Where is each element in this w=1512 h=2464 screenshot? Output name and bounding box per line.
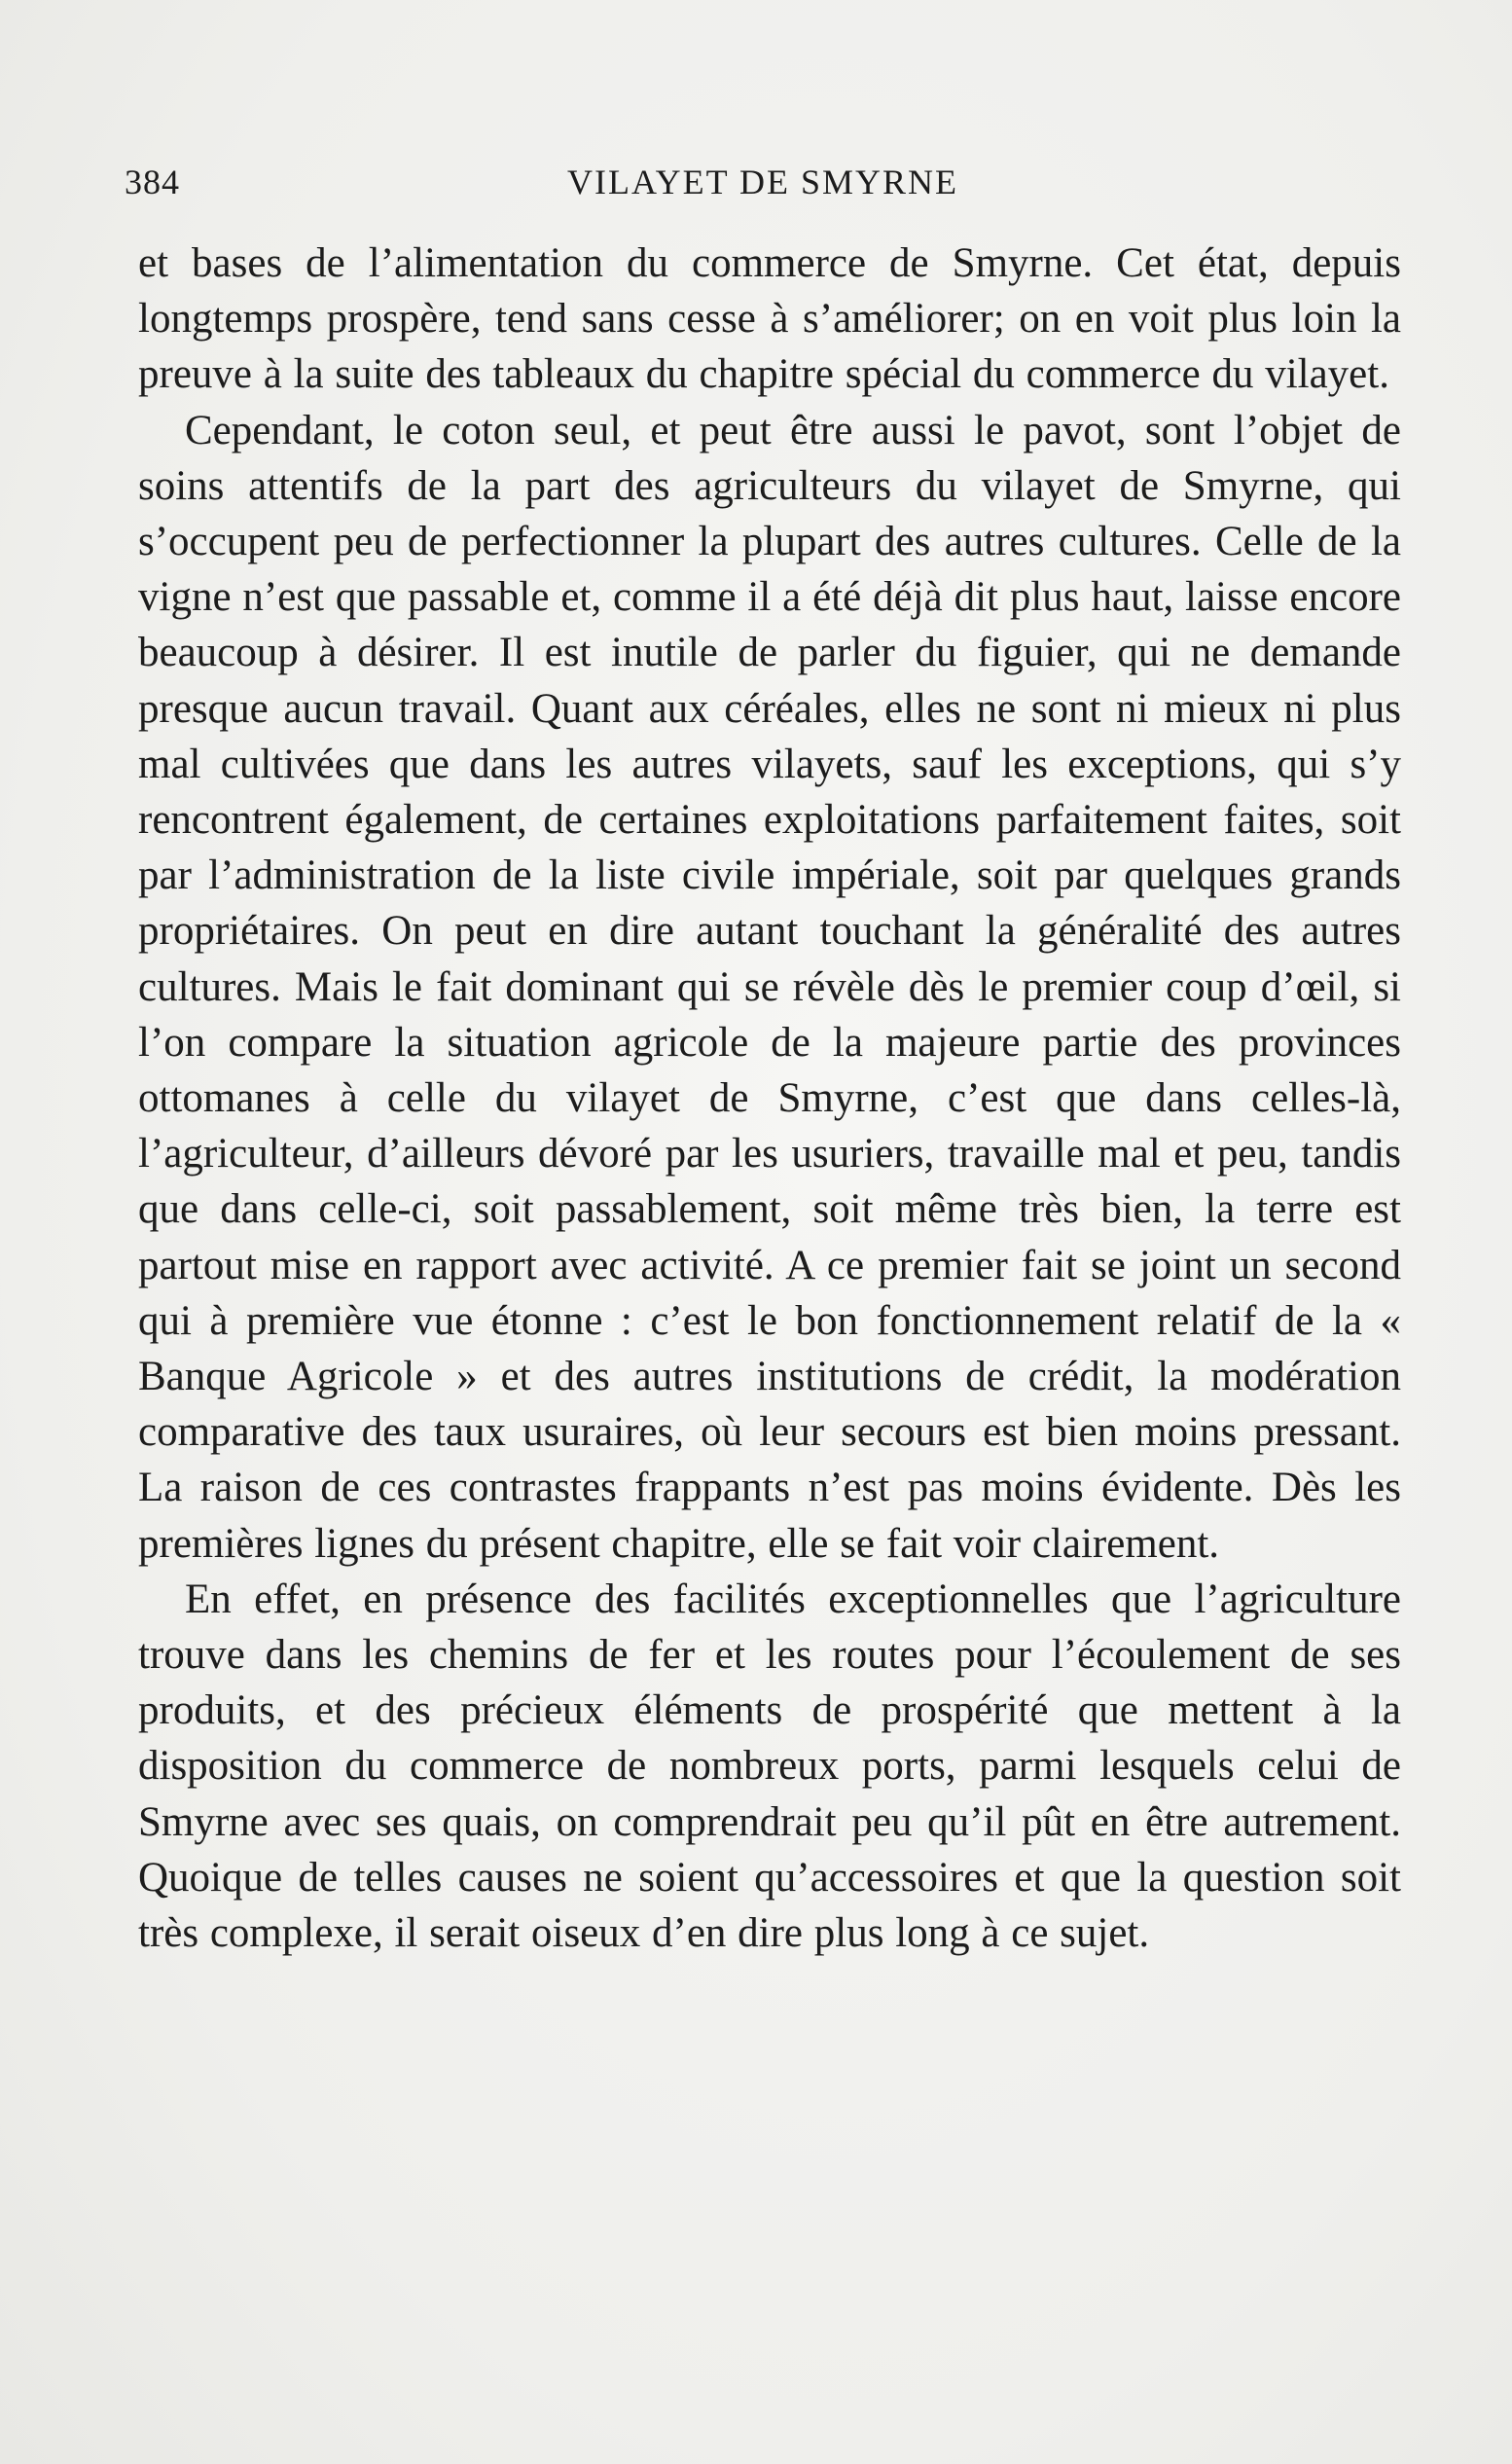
body-text <box>138 236 1401 1961</box>
paragraph-continuation: et bases de l’alimentation du commerce de Smyrne. Cet état, depuis longtemps prospère, tend sans cesse à s’améliorer; on en voit plus loin la preuve à la suite des tableaux du chapitre spécial du commerce du vilayet. <box>138 240 1401 398</box>
page-header <box>125 158 1401 206</box>
page-number: 384 <box>125 163 180 201</box>
running-head: VILAYET DE SMYRNE <box>566 163 958 201</box>
paragraph: Cependant, le coton seul, et peut être aussi le pavot, sont l’objet de soins attentifs de la part des agriculteurs du vilayet de Smyrne, qui s’occupent peu de perfectionner la plupart des autres cultures. Celle de la vigne n’est que passable et, comme il a été déjà dit plus haut, laisse encore beaucoup à désirer. Il est inutile de parler du figuier, qui ne demande presque aucun travail. Quant aux céréales, elles ne sont ni mieux ni plus mal cultivées que dans les autres vilayets, sauf les exceptions, qui s’y rencontrent également, de certaines exploitations parfaitement faites, soit par l’administration de la liste civile impériale, soit par quelques grands propriétaires. On peut en dire autant touchant la généralité des autres cultures. Mais le fait dominant qui se révèle dès le premier coup d’œil, si l’on compare la situation agricole de la majeure partie des provinces ottomanes à celle du vilayet de Smyrne, c’est que dans celles-là, l’agriculteur, d’ailleurs dévoré par les usuriers, travaille mal et peu, tandis que dans celle-ci, soit passablement, soit même très bien, la terre est partout mise en rapport avec activité. A ce premier fait se joint un second qui à première vue étonne : c’est le bon fonctionnement relatif de la « Banque Agricole » et des autres institutions de crédit, la modération comparative des taux usuraires, où leur secours est bien moins pressant. La raison de ces contrastes frappants n’est pas moins évidente. Dès les premières lignes du présent chapitre, elle se fait voir clairement. <box>138 407 1401 1567</box>
paragraph: En effet, en présence des facilités exceptionnelles que l’agriculture trouve dans les chemins de fer et les routes pour l’écoulement de ses produits, et des précieux éléments de prospérité que mettent à la disposition du commerce de nombreux ports, parmi lesquels celui de Smyrne avec ses quais, on comprendrait peu qu’il pût en être autrement. Quoique de telles causes ne soient qu’accessoires et que la question soit très complexe, il serait oiseux d’en dire plus long à ce sujet. <box>138 1576 1401 1957</box>
